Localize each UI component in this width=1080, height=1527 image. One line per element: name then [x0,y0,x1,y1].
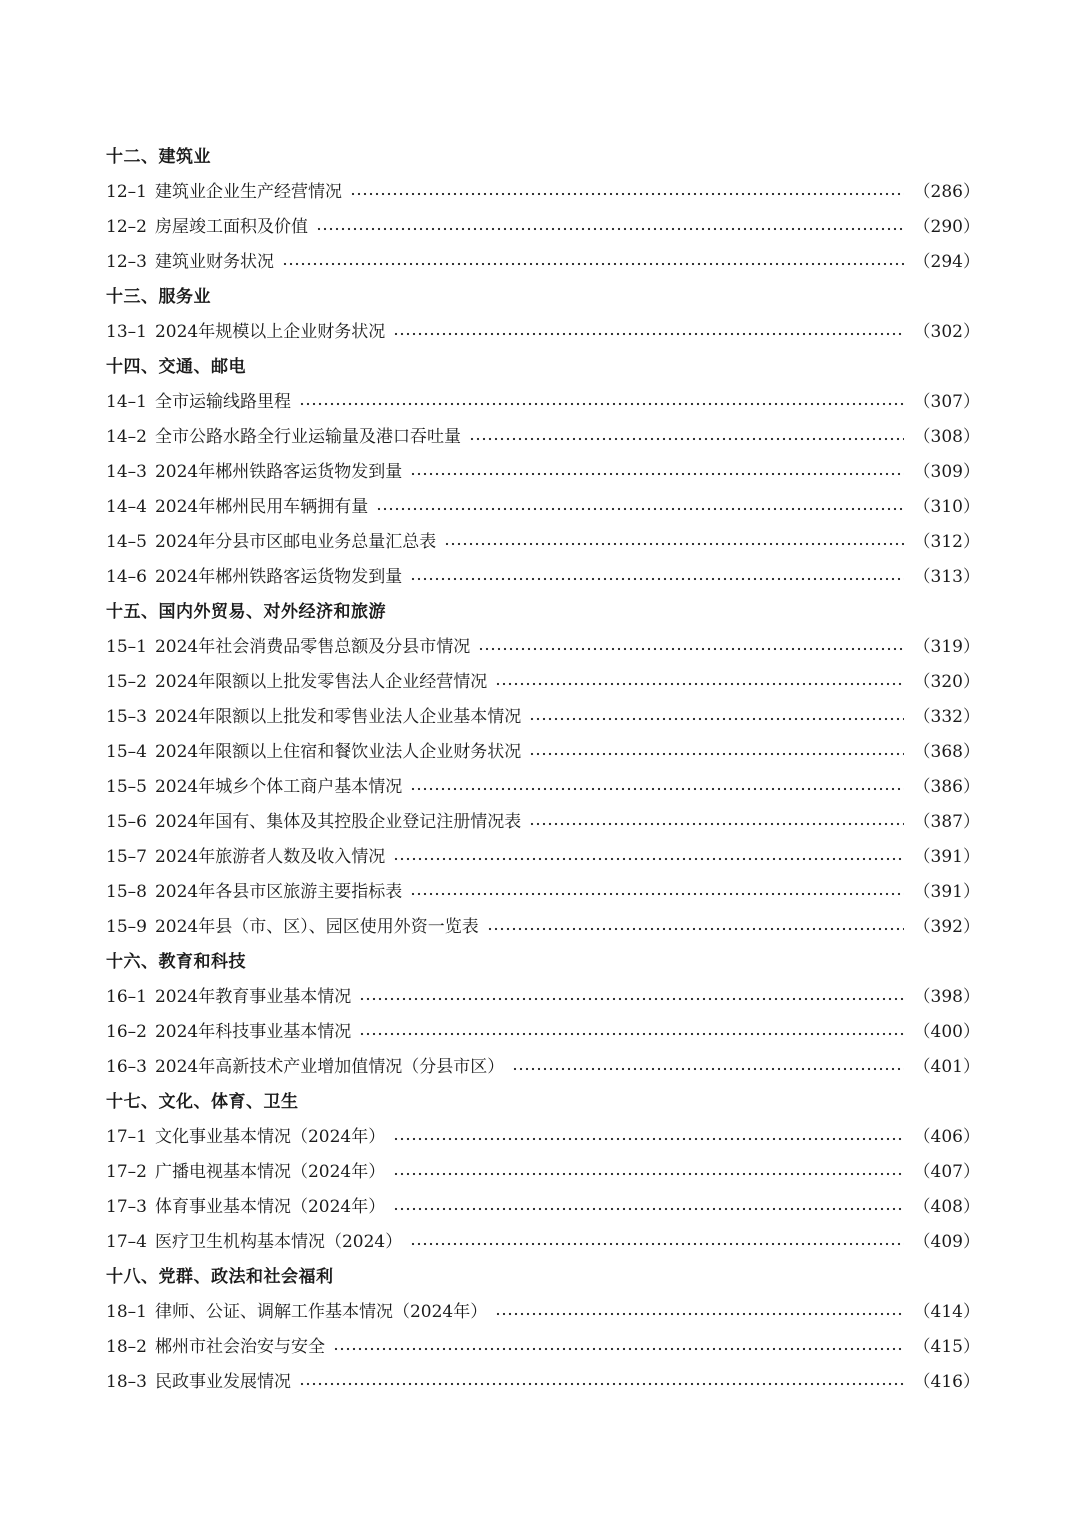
section-title: 十八、党群、政法和社会福利 [106,1267,334,1287]
toc-entry[interactable] [106,455,980,490]
section-heading [106,1260,980,1295]
dot-leader [299,1382,904,1386]
entry-title: 建筑业财务状况 [154,252,274,272]
page-number: （307） [913,392,980,412]
toc-entry[interactable] [106,175,980,210]
toc-entry[interactable] [106,770,980,805]
toc-entry[interactable] [106,735,980,770]
section-heading [106,140,980,175]
page-number: （319） [913,637,980,657]
toc-entry[interactable] [106,805,980,840]
dot-leader [359,1032,903,1036]
page-number: （392） [913,917,980,937]
entry-number: 14–5 [106,532,147,552]
toc-entry[interactable] [106,875,980,910]
page-number: （407） [913,1162,980,1182]
entry-number: 15–8 [106,882,147,902]
page-number: （309） [913,462,980,482]
page-number: （406） [913,1127,980,1147]
dot-leader [512,1067,903,1071]
entry-number: 15–7 [106,847,147,867]
toc-entry[interactable] [106,1190,980,1225]
section-heading [106,945,980,980]
dot-leader [529,752,903,756]
entry-number: 15–6 [106,812,147,832]
dot-leader [410,892,903,896]
toc-entry[interactable] [106,1225,980,1260]
entry-title: 2024年社会消费品零售总额及分县市情况 [154,637,471,657]
dot-leader [495,682,903,686]
page-number: （290） [913,217,980,237]
toc-entry[interactable] [106,910,980,945]
dot-leader [393,332,903,336]
page-number: （294） [913,252,980,272]
entry-number: 14–6 [106,567,147,587]
dot-leader [299,402,904,406]
entry-number: 14–3 [106,462,147,482]
toc-entry[interactable] [106,1155,980,1190]
dot-leader [444,542,903,546]
section-heading [106,595,980,630]
entry-title: 律师、公证、调解工作基本情况（2024年） [154,1302,488,1322]
entry-title: 2024年限额以上住宿和餐饮业法人企业财务状况 [154,742,522,762]
page-number: （308） [913,427,980,447]
entry-title: 2024年县（市、区）、园区使用外资一览表 [154,917,479,937]
page-number: （401） [913,1057,980,1077]
section-heading [106,1085,980,1120]
entry-title: 郴州市社会治安与安全 [154,1337,325,1357]
toc-entry[interactable] [106,1295,980,1330]
section-title: 十三、服务业 [106,287,211,307]
toc-entry[interactable] [106,1120,980,1155]
page-number: （391） [913,882,980,902]
toc-entry[interactable] [106,700,980,735]
page-number: （386） [913,777,980,797]
dot-leader [495,1312,903,1316]
entry-number: 15–3 [106,707,147,727]
entry-title: 广播电视基本情况（2024年） [154,1162,386,1182]
page-number: （302） [913,322,980,342]
toc-entry[interactable] [106,210,980,245]
page-number: （312） [913,532,980,552]
entry-title: 2024年郴州民用车辆拥有量 [154,497,369,517]
entry-number: 17–1 [106,1127,147,1147]
toc-entry[interactable] [106,490,980,525]
entry-title: 医疗卫生机构基本情况（2024） [154,1232,403,1252]
dot-leader [410,787,903,791]
toc-entry[interactable] [106,1365,980,1400]
entry-number: 16–2 [106,1022,147,1042]
dot-leader [393,1207,903,1211]
entry-number: 18–1 [106,1302,147,1322]
page-number: （286） [913,182,980,202]
section-title: 十四、交通、邮电 [106,357,246,377]
entry-title: 全市运输线路里程 [154,392,291,412]
entry-number: 15–5 [106,777,147,797]
page-number: （313） [913,567,980,587]
toc-entry[interactable] [106,1330,980,1365]
section-title: 十五、国内外贸易、对外经济和旅游 [106,602,386,622]
section-heading [106,350,980,385]
page-number: （414） [913,1302,980,1322]
entry-title: 2024年各县市区旅游主要指标表 [154,882,403,902]
page-number: （320） [913,672,980,692]
dot-leader [333,1347,904,1351]
entry-number: 12–2 [106,217,147,237]
entry-number: 17–3 [106,1197,147,1217]
entry-title: 建筑业企业生产经营情况 [154,182,342,202]
dot-leader [393,857,903,861]
dot-leader [529,822,903,826]
entry-number: 14–2 [106,427,147,447]
section-title: 十二、建筑业 [106,147,211,167]
dot-leader [376,507,903,511]
page-number: （387） [913,812,980,832]
dot-leader [393,1137,903,1141]
entry-title: 2024年限额以上批发和零售业法人企业基本情况 [154,707,522,727]
entry-number: 15–9 [106,917,147,937]
dot-leader [393,1172,903,1176]
toc-entry[interactable] [106,1050,980,1085]
dot-leader [350,192,904,196]
dot-leader [410,1242,903,1246]
page-number: （391） [913,847,980,867]
entry-number: 16–3 [106,1057,147,1077]
entry-number: 15–1 [106,637,147,657]
dot-leader [359,997,903,1001]
toc-entry[interactable] [106,980,980,1015]
entry-number: 15–4 [106,742,147,762]
dot-leader [478,647,903,651]
page-number: （332） [913,707,980,727]
dot-leader [410,577,903,581]
entry-title: 体育事业基本情况（2024年） [154,1197,386,1217]
page-number: （408） [913,1197,980,1217]
toc-entry[interactable] [106,840,980,875]
section-title: 十七、文化、体育、卫生 [106,1092,299,1112]
page-number: （416） [913,1372,980,1392]
entry-title: 2024年分县市区邮电业务总量汇总表 [154,532,437,552]
entry-number: 16–1 [106,987,147,1007]
page-number: （398） [913,987,980,1007]
section-heading [106,280,980,315]
entry-number: 12–1 [106,182,147,202]
toc-entry[interactable] [106,630,980,665]
page-number: （368） [913,742,980,762]
entry-title: 房屋竣工面积及价值 [154,217,308,237]
entry-number: 18–2 [106,1337,147,1357]
entry-number: 14–4 [106,497,147,517]
entry-number: 18–3 [106,1372,147,1392]
entry-number: 15–2 [106,672,147,692]
toc-entry[interactable] [106,420,980,455]
entry-number: 12–3 [106,252,147,272]
entry-title: 2024年郴州铁路客运货物发到量 [154,462,403,482]
entry-title: 文化事业基本情况（2024年） [154,1127,386,1147]
entry-title: 2024年郴州铁路客运货物发到量 [154,567,403,587]
entry-title: 全市公路水路全行业运输量及港口吞吐量 [154,427,461,447]
dot-leader [529,717,903,721]
page-number: （415） [913,1337,980,1357]
entry-title: 2024年限额以上批发零售法人企业经营情况 [154,672,488,692]
entry-number: 13–1 [106,322,147,342]
entry-title: 2024年城乡个体工商户基本情况 [154,777,403,797]
entry-title: 2024年国有、集体及其控股企业登记注册情况表 [154,812,522,832]
toc-entry[interactable] [106,385,980,420]
dot-leader [282,262,904,266]
entry-title: 2024年规模以上企业财务状况 [154,322,386,342]
entry-number: 17–2 [106,1162,147,1182]
entry-number: 17–4 [106,1232,147,1252]
table-of-contents [106,140,980,1400]
page-number: （400） [913,1022,980,1042]
dot-leader [469,437,904,441]
toc-entry[interactable] [106,560,980,595]
entry-title: 2024年教育事业基本情况 [154,987,352,1007]
toc-entry[interactable] [106,315,980,350]
entry-title: 2024年旅游者人数及收入情况 [154,847,386,867]
dot-leader [410,472,903,476]
entry-title: 民政事业发展情况 [154,1372,291,1392]
entry-title: 2024年高新技术产业增加值情况（分县市区） [154,1057,505,1077]
entry-number: 14–1 [106,392,147,412]
toc-entry[interactable] [106,525,980,560]
page-number: （310） [913,497,980,517]
dot-leader [316,227,904,231]
toc-entry[interactable] [106,245,980,280]
toc-entry[interactable] [106,665,980,700]
entry-title: 2024年科技事业基本情况 [154,1022,352,1042]
page-number: （409） [913,1232,980,1252]
dot-leader [487,927,904,931]
toc-entry[interactable] [106,1015,980,1050]
section-title: 十六、教育和科技 [106,952,246,972]
